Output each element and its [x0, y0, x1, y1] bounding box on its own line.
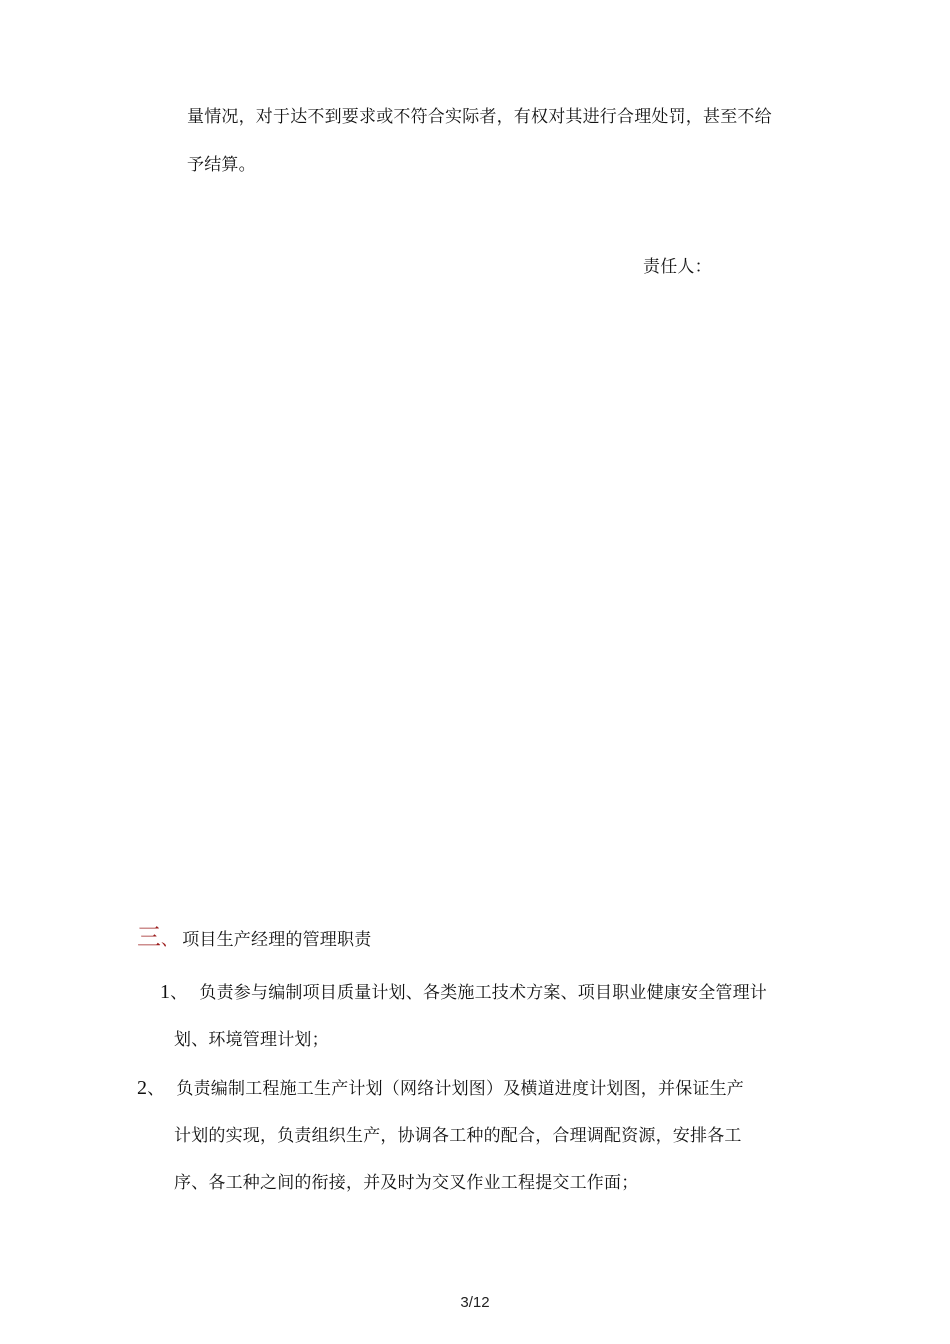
section-separator: 、 [161, 930, 179, 950]
list-item-number: 2 [137, 1077, 148, 1099]
section-heading [137, 923, 372, 951]
list-item-1-line-2: 划、环境管理计划； [174, 1030, 329, 1050]
section-title: 项目生产经理的管理职责 [182, 930, 372, 950]
list-item-text: 负责编制工程施工生产计划（网络计划图）及横道进度计划图，并保证生产 [176, 1079, 745, 1099]
paragraph-line: 量情况，对于达不到要求或不符合实际者，有权对其进行合理处罚，甚至不给 [187, 107, 772, 127]
section-number: 三 [137, 923, 161, 951]
list-item-text: 负责参与编制项目质量计划、各类施工技术方案、项目职业健康安全管理计 [199, 983, 768, 1003]
list-item-separator: 、 [147, 1079, 165, 1099]
list-item-2-line-3: 序、各工种之间的衔接，并及时为交叉作业工程提交工作面； [174, 1173, 639, 1193]
list-item-2-line-2: 计划的实现，负责组织生产，协调各工种的配合，合理调配资源，安排各工 [174, 1126, 742, 1146]
paragraph-line: 予结算。 [187, 155, 256, 175]
list-item-separator: 、 [170, 983, 188, 1003]
page-number: 3/12 [460, 1294, 490, 1311]
list-item-1-line-1 [160, 981, 767, 1004]
list-item-2-line-1 [137, 1077, 744, 1100]
signature-label: 责任人： [643, 257, 712, 277]
list-item-number: 1 [160, 981, 171, 1003]
